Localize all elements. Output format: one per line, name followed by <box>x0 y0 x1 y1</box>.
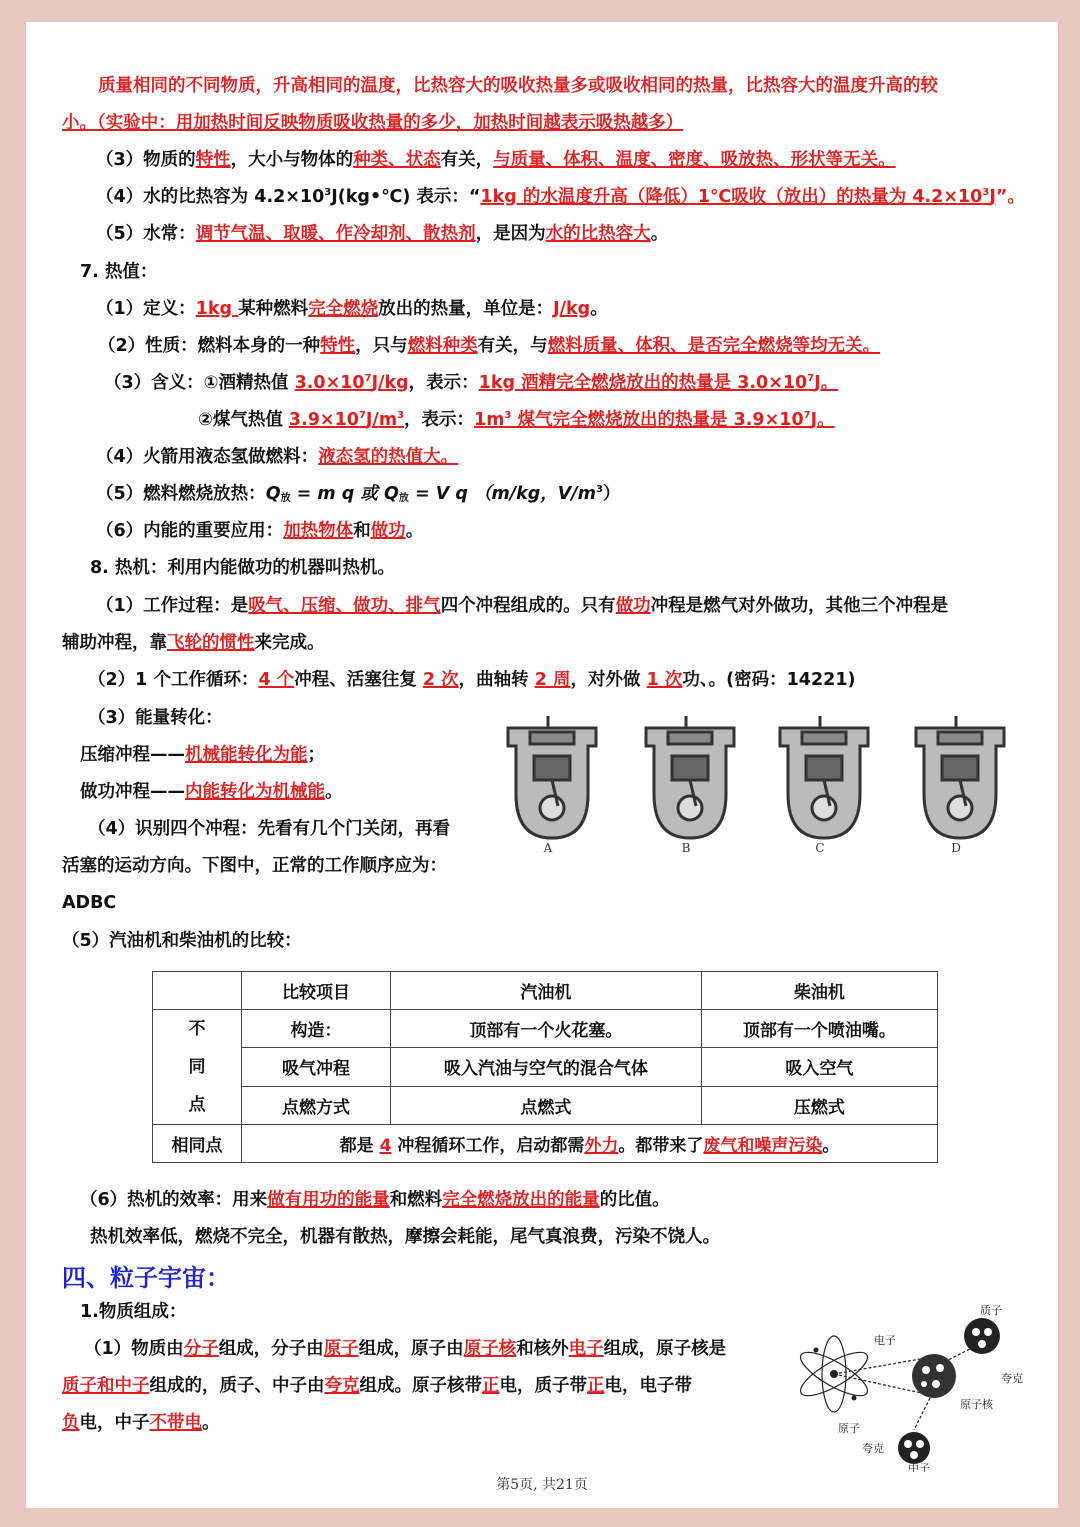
item-8-2: （2）1 个工作循环：4 个冲程、活塞往复 2 次，曲轴转 2 周，对外做 1 次功、。(密码：14221) <box>88 670 856 690</box>
item-4-1b: 质子和中子组成的，质子、中子由夸克组成。原子核带正电，质子带正电，电子带 <box>62 1376 692 1396</box>
table-header: 比较项目 <box>242 972 391 1010</box>
table-row: 点燃方式 点燃式 压燃式 <box>153 1086 938 1124</box>
page-footer: 第5页, 共21页 <box>496 1477 588 1493</box>
item-7-3: （3）含义：①酒精热值 $3.0\times 10^7J/kg$，表示：1kg 酒精完全燃烧放出的热量是 $3.0\times 10^7J$。 <box>104 373 839 393</box>
paragraph-line: 质量相同的不同物质，升高相同的温度，比热容大的吸收热量多或吸收相同的热量，比热容大的温度升高的较 <box>98 76 938 96</box>
table-row <box>153 972 938 1010</box>
item-4-1c: 负电，中子不带电。 <box>62 1413 220 1433</box>
atom-structure-figure <box>790 1304 1030 1472</box>
table-header: 汽油机 <box>391 972 702 1010</box>
engine-c <box>780 716 868 838</box>
heading-7: 7. 热值： <box>80 262 158 282</box>
item-8-1b: 辅助冲程，靠飞轮的惯性来完成。 <box>62 633 325 653</box>
table-row: 相同点 都是 4 冲程循环工作，启动都需外力。都带来了废气和噪声污染。 <box>153 1125 938 1163</box>
item-8-3a: 压缩冲程——机械能转化为能； <box>80 745 325 765</box>
item-8-4: （4）识别四个冲程：先看有几个门关闭，再看 <box>88 819 451 839</box>
engine-d <box>916 716 1004 838</box>
label-neutron: 中子 <box>908 1462 930 1472</box>
heading-4-1: 1.物质组成： <box>80 1302 187 1322</box>
item-7-5: （5）燃料燃烧放热：$Q_放 = m$ q 或 $Q_放 = V$ q （m/kg，$V/m^3$） <box>96 484 621 504</box>
item-4-line: （4）水的比热容为 $4.2\times 10^3J(kg•℃)$ 表示：“1kg 的水温度升高（降低）1℃吸收（放出）的热量为 $4.2\times 10^3J$”。 <box>96 187 1025 207</box>
item-8-4c: ADBC <box>62 893 117 913</box>
label-nucleus: 原子核 <box>960 1398 993 1411</box>
engine-b <box>646 716 734 838</box>
item-8-4b: 活塞的运动方向。下图中，正常的工作顺序应为： <box>62 856 447 876</box>
engine-strokes-figure <box>492 706 1014 856</box>
engine-label: D <box>951 841 961 855</box>
document-page <box>26 22 1058 1508</box>
label-quark: 夸克 <box>1001 1372 1023 1385</box>
item-7-4: （4）火箭用液态氢做燃料：液态氢的热值大。 <box>96 447 459 467</box>
same-point-cell: 都是 4 冲程循环工作，启动都需外力。都带来了废气和噪声污染。 <box>242 1125 938 1163</box>
engine-a <box>508 716 596 838</box>
item-7-1: （1）定义：1kg 某种燃料完全燃烧放出的热量，单位是：J/kg。 <box>96 299 608 319</box>
table-header: 柴油机 <box>701 972 937 1010</box>
item-8-5: （5）汽油机和柴油机的比较： <box>62 931 302 951</box>
item-5-line: （5）水常：调节气温、取暖、作冷却剂、散热剂，是因为水的比热容大。 <box>96 224 669 244</box>
label-quark: 夸克 <box>862 1442 884 1455</box>
item-8-3: （3）能量转化： <box>88 708 223 728</box>
heading-8: 8. 热机：利用内能做功的机器叫热机。 <box>90 558 395 578</box>
paragraph-line: 小。（实验中：用加热时间反映物质吸收热量的多少，加热时间越表示吸热越多） <box>62 113 684 133</box>
comparison-table <box>152 971 938 1163</box>
table-row: 不 同 点 构造： 顶部有一个火花塞。 顶部有一个喷油嘴。 <box>153 1010 938 1048</box>
item-4-1a: （1）物质由分子组成，分子由原子组成，原子由原子核和核外电子组成，原子核是 <box>84 1339 727 1359</box>
engine-label: A <box>543 841 553 855</box>
table-row: 吸气冲程 吸入汽油与空气的混合气体 吸入空气 <box>153 1048 938 1086</box>
label-proton: 质子 <box>980 1304 1002 1317</box>
item-3-line: （3）物质的特性，大小与物体的种类、状态有关，与质量、体积、温度、密度、吸放热、形状等无关。 <box>96 150 896 170</box>
item-8-1: （1）工作过程：是吸气、压缩、做功、排气四个冲程组成的。只有做功冲程是燃气对外做功，其他三个冲程是 <box>96 596 949 616</box>
engine-label: C <box>815 841 825 855</box>
engine-label: B <box>681 841 691 855</box>
item-7-3b: ②煤气热值 $3.9\times 10^7J/m^3$，表示：$1m^3$ 煤气完全燃烧放出的热量是 $3.9\times 10^7J$。 <box>198 410 835 430</box>
item-7-2: （2）性质：燃料本身的一种特性，只与燃料种类有关，与燃料质量、体积、是否完全燃烧等均无关。 <box>98 336 881 356</box>
item-7-6: （6）内能的重要应用：加热物体和做功。 <box>96 521 424 541</box>
item-8-3b: 做功冲程——内能转化为机械能。 <box>80 782 343 802</box>
diff-label: 不 同 点 <box>153 1010 242 1125</box>
item-8-6: （6）热机的效率：用来做有用功的能量和燃料完全燃烧放出的能量的比值。 <box>80 1190 670 1210</box>
label-electron: 电子 <box>874 1334 896 1347</box>
item-8-6b: 热机效率低，燃烧不完全，机器有散热，摩擦会耗能，尾气真浪费，污染不饶人。 <box>90 1227 720 1247</box>
label-atom: 原子 <box>838 1422 860 1435</box>
section-heading: 四、粒子宇宙： <box>62 1264 230 1292</box>
